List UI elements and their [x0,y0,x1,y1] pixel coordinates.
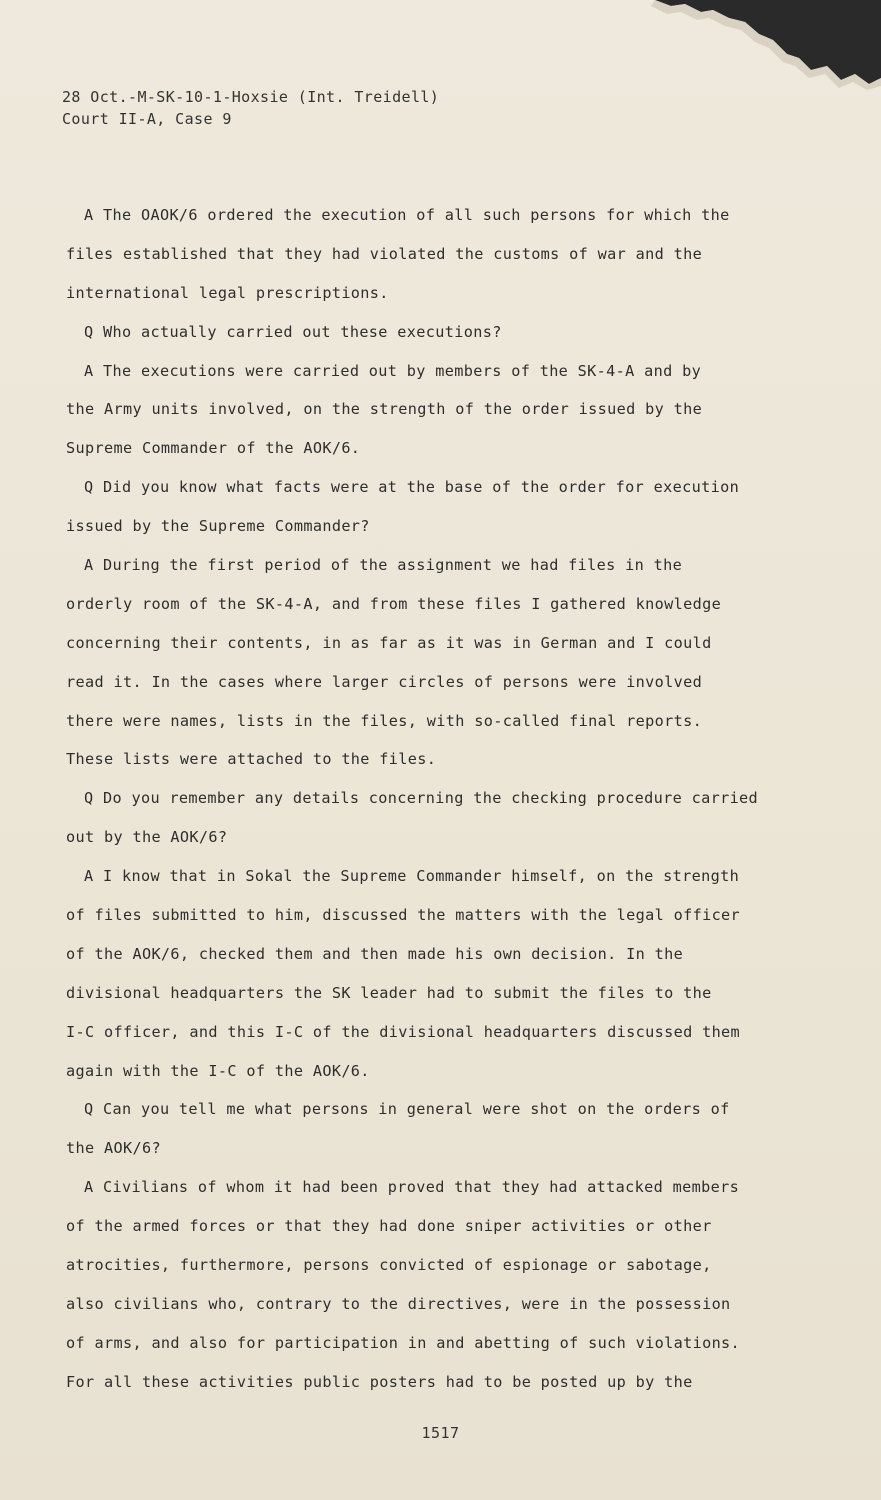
transcript-line: the Army units involved, on the strength of the order issued by the [66,400,703,419]
transcript-line: there were names, lists in the files, with so-called final reports. [66,711,703,730]
torn-corner [641,0,881,90]
transcript-line: of the AOK/6, checked them and then made his own decision. In the [66,944,684,963]
transcript-line: A The executions were carried out by members of the SK-4-A and by [84,361,702,380]
transcript-line: of the armed forces or that they had done sniper activities or other [66,1217,712,1236]
transcript-line: international legal prescriptions. [66,283,389,302]
document-header [62,86,439,130]
transcript-line: Supreme Commander of the AOK/6. [66,439,361,458]
transcript-line: Q Did you know what facts were at the base of the order for execution [84,478,740,497]
page-number: 1517 [421,1424,460,1442]
transcript-line: For all these activities public posters had to be posted up by the [66,1372,693,1391]
header-line-1: 28 Oct.-M-SK-10-1-Hoxsie (Int. Treidell) [62,88,440,106]
transcript-line: the AOK/6? [66,1139,161,1158]
transcript-line: of files submitted to him, discussed the matters with the legal officer [66,906,741,925]
transcript-line: issued by the Supreme Commander? [66,517,370,536]
transcript-line: A The OAOK/6 ordered the execution of all such persons for which the [84,206,730,224]
transcript-line: A I know that in Sokal the Supreme Commander himself, on the strength [84,867,740,886]
transcript-line: also civilians who, contrary to the directives, were in the possession [66,1294,731,1313]
transcript-line: A Civilians of whom it had been proved that they had attacked members [84,1178,740,1197]
transcript-line: Q Do you remember any details concerning the checking procedure carried [84,789,759,808]
transcript-line: again with the I-C of the AOK/6. [66,1061,370,1080]
transcript-line: files established that they had violated the customs of war and the [66,244,703,263]
transcript-line: I-C officer, and this I-C of the divisional headquarters discussed them [66,1022,741,1041]
transcript-line: atrocities, furthermore, persons convicted of espionage or sabotage, [66,1256,712,1275]
transcript-line: concerning their contents, in as far as it was in German and I could [66,633,712,652]
transcript-line: orderly room of the SK-4-A, and from these files I gathered knowledge [66,594,722,613]
transcript-line: of arms, and also for participation in and abetting of such violations. [66,1333,741,1352]
header-line-2: Court II-A, Case 9 [62,110,232,128]
transcript-line: A During the first period of the assignment we had files in the [84,556,683,575]
transcript-line: read it. In the cases where larger circles of persons were involved [66,672,703,691]
transcript-body [66,196,786,1402]
transcript-line: Q Can you tell me what persons in general were shot on the orders of [84,1100,730,1119]
transcript-line: These lists were attached to the files. [66,750,437,769]
transcript-line: out by the AOK/6? [66,828,228,847]
transcript-line: divisional headquarters the SK leader had to submit the files to the [66,983,712,1002]
transcript-line: Q Who actually carried out these executions? [84,322,502,341]
